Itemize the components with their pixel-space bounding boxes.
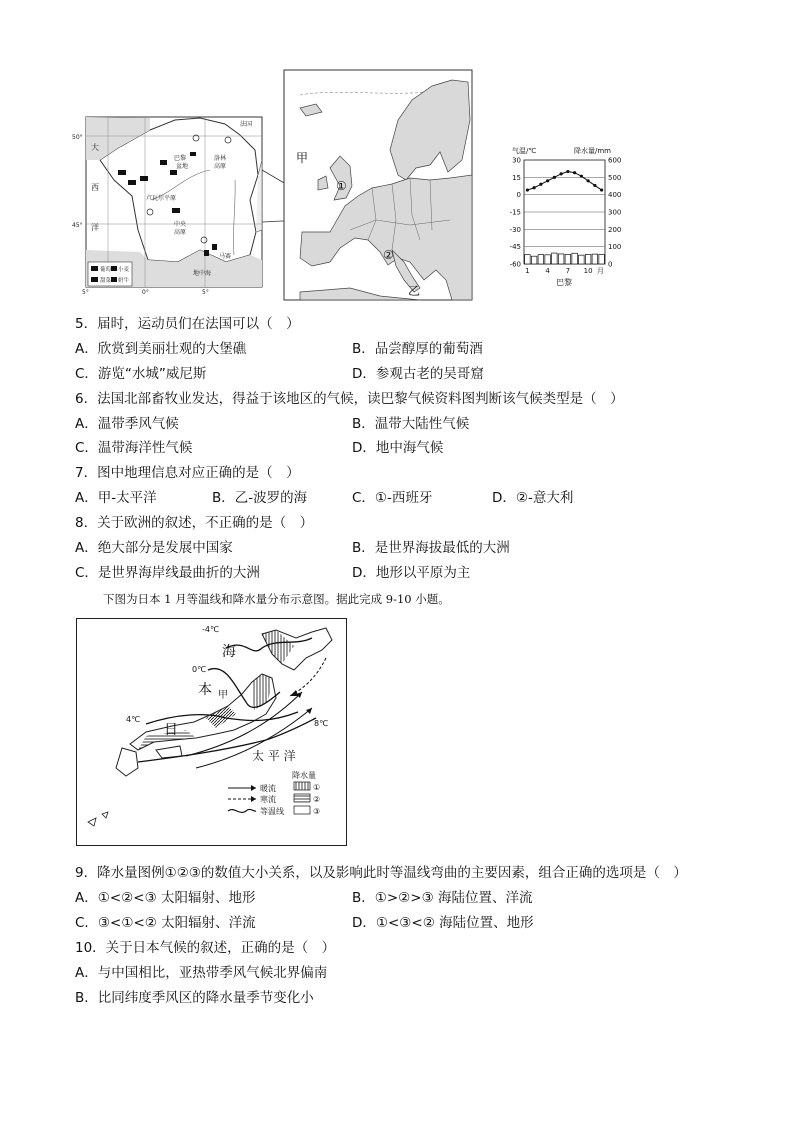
chart-x-tick-label: 10 <box>583 267 593 275</box>
japan-map <box>76 618 348 846</box>
q8-stem: 8．关于欧洲的叙述，不正确的是（ ） <box>75 515 314 531</box>
chart-y-tick-label: 15 <box>512 173 521 182</box>
chart-x-tick-label: 4 <box>545 267 550 275</box>
svg-text:等温线: 等温线 <box>260 807 284 816</box>
svg-text:③: ③ <box>313 807 321 816</box>
precip-bar <box>572 253 578 264</box>
q7-stem: 7．图中地理信息对应正确的是（ ） <box>75 465 300 481</box>
svg-text:乙: 乙 <box>408 284 421 298</box>
q6-option-b[interactable]: B．温带大陆性气候 <box>352 416 470 432</box>
svg-text:0℃: 0℃ <box>192 665 207 674</box>
svg-text:马赛: 马赛 <box>219 253 232 260</box>
temperature-point <box>553 176 556 179</box>
precip-bar <box>525 255 531 264</box>
svg-text:4℃: 4℃ <box>126 715 141 724</box>
temperature-point <box>566 170 569 173</box>
chart-y2-tick-label: 200 <box>608 225 622 234</box>
chart-y2-tick-label: 100 <box>608 243 622 252</box>
q9-option-b[interactable]: B．①>②>③ 海陆位置、洋流 <box>352 890 533 906</box>
svg-text:大: 大 <box>91 143 99 152</box>
svg-text:甲: 甲 <box>218 690 228 701</box>
precip-bar <box>552 253 558 264</box>
svg-text:高原: 高原 <box>174 229 187 236</box>
svg-text:地中海: 地中海 <box>193 270 212 277</box>
precip-bar <box>599 254 605 264</box>
q7-option-a[interactable]: A．甲-太平洋 <box>75 490 157 506</box>
q9-stem: 9．降水量图例①②③的数值大小关系，以及影响此时等温线弯曲的主要因素，组合正确的选项是（ ） <box>75 865 687 881</box>
svg-text:葡萄: 葡萄 <box>100 267 112 273</box>
svg-text:本: 本 <box>198 682 212 698</box>
svg-text:降水量: 降水量 <box>292 771 316 780</box>
temperature-point <box>600 188 603 191</box>
svg-text:降水量/mm: 降水量/mm <box>574 147 611 155</box>
q5-option-d[interactable]: D．参观古老的吴哥窟 <box>352 366 484 382</box>
svg-text:洛林: 洛林 <box>214 155 227 162</box>
svg-text:巴黎: 巴黎 <box>556 278 572 287</box>
q10-stem: 10．关于日本气候的叙述，正确的是（ ） <box>75 940 336 956</box>
svg-text:寒流: 寒流 <box>260 795 276 804</box>
precip-bar <box>565 254 571 264</box>
svg-text:8℃: 8℃ <box>314 719 329 728</box>
svg-text:②: ② <box>313 795 321 804</box>
svg-text:奶牛: 奶牛 <box>118 278 130 284</box>
q9-option-a[interactable]: A．①<②<③ 太阳辐射、地形 <box>75 890 256 906</box>
svg-text:甜菜: 甜菜 <box>100 278 112 284</box>
europe-map <box>284 70 472 300</box>
q6-option-a[interactable]: A．温带季风气候 <box>75 416 179 432</box>
q5-option-a[interactable]: A．欣赏到美丽壮观的大堡礁 <box>75 341 247 357</box>
q8-option-c[interactable]: C．是世界海岸线最曲折的大洲 <box>75 565 260 581</box>
temperature-point <box>580 175 583 178</box>
svg-text:洋: 洋 <box>91 223 99 232</box>
q7-option-c[interactable]: C．①-西班牙 <box>352 490 433 506</box>
svg-text:日: 日 <box>164 722 178 738</box>
precip-bar <box>531 256 537 264</box>
chart-x-tick-label: 1 <box>525 267 530 275</box>
svg-text:高原: 高原 <box>214 163 227 170</box>
svg-text:45°: 45° <box>72 222 83 229</box>
chart-y-tick-label: 0 <box>516 191 521 200</box>
svg-text:盆地: 盆地 <box>176 163 189 170</box>
q10-option-a[interactable]: A．与中国相比，亚热带季风气候北界偏南 <box>75 965 328 981</box>
chart-y2-tick-label: 600 <box>608 156 622 165</box>
chart-y-tick-label: -30 <box>509 225 521 234</box>
temperature-point <box>593 184 596 187</box>
svg-text:太 平 洋: 太 平 洋 <box>252 749 296 763</box>
svg-text:巴黎: 巴黎 <box>174 155 187 162</box>
svg-text:5°: 5° <box>82 289 89 296</box>
chart-y-tick-label: -60 <box>509 260 521 269</box>
chart-y2-tick-label: 0 <box>608 260 613 269</box>
precip-bar <box>538 255 544 264</box>
q5-stem: 5．届时，运动员们在法国可以（ ） <box>75 316 300 332</box>
svg-text:卢瓦尔平原: 卢瓦尔平原 <box>146 195 177 202</box>
chart-y-tick-label: -45 <box>509 243 521 252</box>
q10-option-b[interactable]: B．比同纬度季风区的降水量季节变化小 <box>75 990 314 1006</box>
q6-stem: 6．法国北部畜牧业发达，得益于该地区的气候，读巴黎气候资料图判断该气候类型是（ ） <box>75 391 624 407</box>
intro-9-10: 下图为日本 1 月等温线和降水量分布示意图。据此完成 9-10 小题。 <box>103 592 450 606</box>
q8-option-b[interactable]: B．是世界海拔最低的大洲 <box>352 540 510 556</box>
q6-option-c[interactable]: C．温带海洋性气候 <box>75 440 193 456</box>
precip-bar <box>585 254 591 264</box>
precip-bar <box>558 254 564 264</box>
climate-chart <box>510 146 622 287</box>
svg-text:5°: 5° <box>202 289 209 296</box>
svg-text:气温/℃: 气温/℃ <box>512 147 537 155</box>
temperature-point <box>546 179 549 182</box>
svg-text:海: 海 <box>222 644 236 660</box>
precip-bar <box>579 255 585 264</box>
temperature-point <box>560 172 563 175</box>
svg-text:②: ② <box>383 248 394 262</box>
svg-text:①: ① <box>313 783 321 792</box>
temperature-point <box>573 171 576 174</box>
q7-option-b[interactable]: B．乙-波罗的海 <box>212 490 308 506</box>
q9-option-c[interactable]: C．③<①<② 太阳辐射、洋流 <box>75 915 256 931</box>
svg-text:西: 西 <box>91 183 99 192</box>
temperature-point <box>526 188 529 191</box>
chart-y2-tick-label: 500 <box>608 173 622 182</box>
chart-y-tick-label: -15 <box>509 208 521 217</box>
temperature-point <box>533 186 536 189</box>
chart-y-tick-label: 30 <box>512 156 521 165</box>
svg-text:甲: 甲 <box>296 151 309 165</box>
svg-text:暖流: 暖流 <box>260 784 276 793</box>
q9-option-d[interactable]: D．①<③<② 海陆位置、地形 <box>352 915 534 931</box>
precip-bar <box>545 255 551 264</box>
chart-x-label: 月 <box>597 267 604 275</box>
q5-option-b[interactable]: B．品尝醇厚的葡萄酒 <box>352 341 483 357</box>
svg-text:法国: 法国 <box>240 121 253 128</box>
q6-option-d[interactable]: D．地中海气候 <box>352 440 444 456</box>
svg-text:50°: 50° <box>72 134 83 141</box>
top-figure <box>0 0 794 305</box>
q8-option-d[interactable]: D．地形以平原为主 <box>352 565 471 581</box>
q7-option-d[interactable]: D．②-意大利 <box>492 490 574 506</box>
svg-text:-4℃: -4℃ <box>202 625 219 634</box>
q5-option-c[interactable]: C．游览“水城”威尼斯 <box>75 366 207 382</box>
chart-y2-tick-label: 400 <box>608 191 622 200</box>
chart-x-tick-label: 7 <box>565 267 571 275</box>
temperature-point <box>539 183 542 186</box>
svg-text:中央: 中央 <box>174 221 187 228</box>
q8-option-a[interactable]: A．绝大部分是发展中国家 <box>75 540 233 556</box>
chart-y2-tick-label: 300 <box>608 208 622 217</box>
svg-text:①: ① <box>336 179 347 193</box>
precip-bar <box>592 254 598 264</box>
svg-text:0°: 0° <box>142 289 149 296</box>
france-map <box>72 117 262 296</box>
temperature-point <box>587 179 590 182</box>
svg-text:小麦: 小麦 <box>118 267 130 273</box>
